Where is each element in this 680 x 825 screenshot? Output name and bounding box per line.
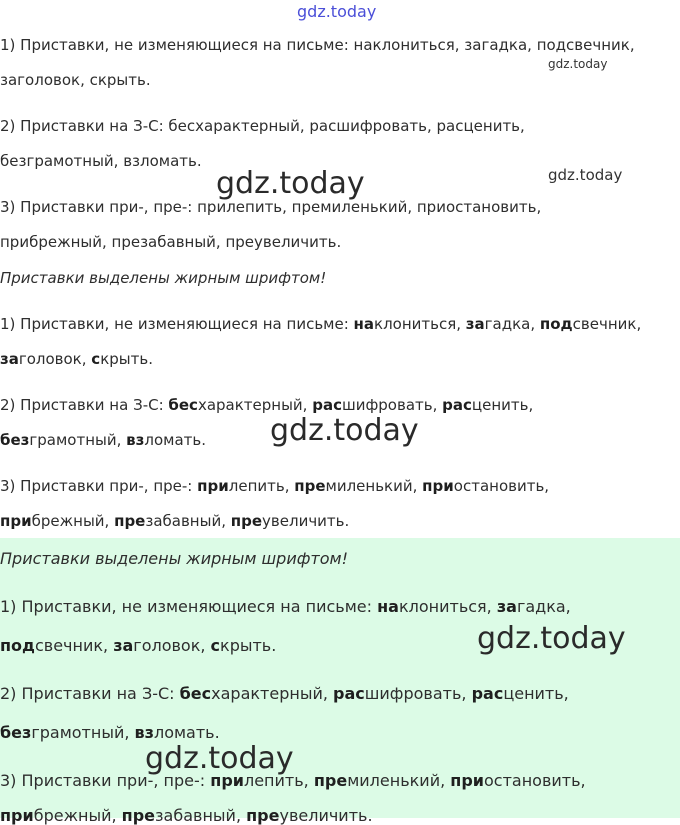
watermark-top: gdz.today bbox=[297, 2, 377, 21]
answer2-line-3: 2) Приставки на З-С: бесхарактерный, расшифровать, расценить, bbox=[0, 396, 534, 414]
answer2-line-4: безграмотный, взломать. bbox=[0, 431, 206, 449]
watermark-big-1: gdz.today bbox=[216, 166, 365, 201]
answer2-line-6: прибрежный, презабавный, преувеличить. bbox=[0, 512, 350, 530]
answer3-line-5: 3) Приставки при-, пре-: прилепить, премиленький, приостановить, bbox=[0, 771, 586, 790]
watermark-big-3: gdz.today bbox=[477, 621, 626, 656]
answer3-line-2: подсвечник, заголовок, скрыть. bbox=[0, 636, 277, 655]
watermark-small-2: gdz.today bbox=[548, 166, 623, 184]
watermark-big-4: gdz.today bbox=[145, 741, 294, 776]
answer2-line-2: заголовок, скрыть. bbox=[0, 350, 153, 368]
watermark-big-2: gdz.today bbox=[270, 413, 419, 448]
answer3-line-6: прибрежный, презабавный, преувеличить. bbox=[0, 806, 373, 825]
answer1-note: Приставки выделены жирным шрифтом! bbox=[0, 269, 327, 287]
answer1-line-3: 2) Приставки на З-С: бесхарактерный, расшифровать, расценить, bbox=[0, 117, 525, 135]
answer1-line-6: прибрежный, презабавный, преувеличить. bbox=[0, 233, 342, 251]
answer3-line-4: безграмотный, взломать. bbox=[0, 723, 220, 742]
answer2-line-1: 1) Приставки, не изменяющиеся на письме: наклониться, загадка, подсвечник, bbox=[0, 315, 642, 333]
answer2-line-5: 3) Приставки при-, пре-: прилепить, премиленький, приостановить, bbox=[0, 477, 550, 495]
answer3-note: Приставки выделены жирным шрифтом! bbox=[0, 549, 348, 568]
answer1-line-2: заголовок, скрыть. bbox=[0, 71, 151, 89]
answer1-line-4: безграмотный, взломать. bbox=[0, 152, 202, 170]
answer1-line-1: 1) Приставки, не изменяющиеся на письме: наклониться, загадка, подсвечник, bbox=[0, 36, 635, 54]
watermark-small-1: gdz.today bbox=[548, 57, 608, 71]
answer3-line-1: 1) Приставки, не изменяющиеся на письме: наклониться, загадка, bbox=[0, 597, 571, 616]
answer3-line-3: 2) Приставки на З-С: бесхарактерный, расшифровать, расценить, bbox=[0, 684, 569, 703]
answer1-line-5: 3) Приставки при-, пре-: прилепить, премиленький, приостановить, bbox=[0, 198, 542, 216]
